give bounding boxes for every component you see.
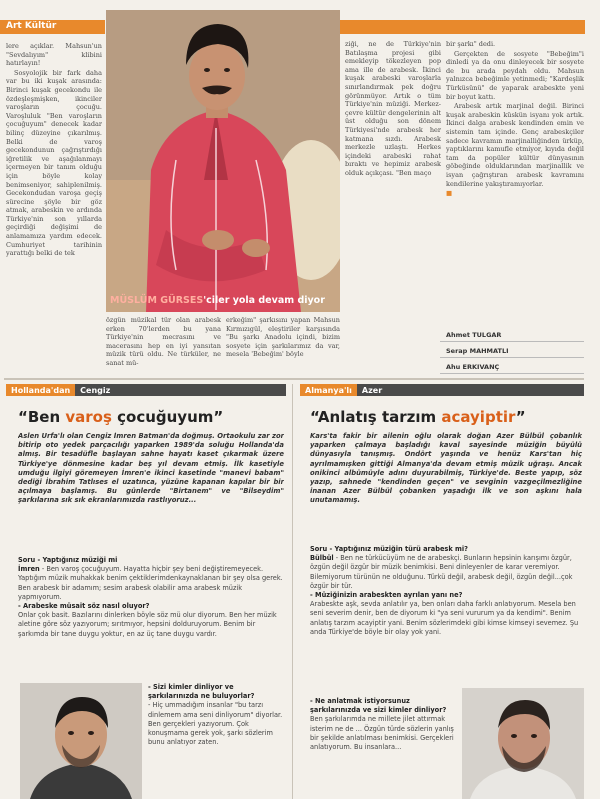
title-part: çocuğuyum”	[111, 408, 224, 426]
question: Soru - Yaptığınız müziği mi	[18, 556, 118, 564]
answer	[18, 565, 284, 602]
right-article-title	[310, 408, 584, 426]
azer-portrait	[462, 688, 584, 799]
top-mid-column	[345, 40, 441, 312]
left-section-header	[6, 384, 286, 396]
vertical-divider	[292, 384, 293, 799]
title-accent: varoş	[65, 408, 112, 426]
left-article-qa-continued	[148, 683, 286, 799]
question: - Müziğinizin arabeskten ayrılan yanı ne?	[310, 591, 463, 600]
paragraph: erkeğim" şarkısını yapan Mahsun Kırmızıgül, eleştiriler karşısında "Bu şarkı Anadolu içindi, bizim sosyete için şarkılarımız da var, mesela 'Bebeğim' böyle	[226, 316, 340, 359]
answer: Ben şarkılarımda ne millete jilet attırmak isterim ne de ... Özgün türde sözlerin yanlış bir şekilde anlatılması benimkisi. Gerçekleri anlatıyorum. Bu insanlara...	[310, 715, 454, 752]
paragraph: Sosyolojik bir fark daha var bu iki kuşak arasında: Birinci kuşak gecekondu ile özdeşleşmişken, ikinciler varoşların çocuğu. Varoşluluk "Ben varoşların çocuğuyum" denecek kadar bilinç düzeyine çıkarılmış. Belki de varoş gecekondunun çağrıştırdığı iğretilik ve aşağılanmayı içermeyen bir tanım olduğu için böyle kolay benimseniyor, sahiplenilmiş. Gecekondudan varoşa geçiş sürecine şöyle bir göz atmak, arabeskin ve ardında Türkiye'nin son yıllarda geçirdiği değişimi de anlamamıza yardım edecek. Cumhuriyet tarihinin yarattığı belki de tek	[6, 68, 102, 258]
question: - Arabeske müsait söz nasıl oluyor?	[18, 602, 150, 611]
photo-caption	[110, 295, 340, 306]
right-article-qa	[310, 545, 582, 695]
paragraph: özgün müzikal tür olan arabesk erken 70'lerden bu yana Türkiye'nin mecrasını ve macerasını hep en iyi yansıtan müzik türü oldu. Ne türküler, ne sanat mü-	[106, 316, 221, 367]
author-name: Ahmet TULGAR	[440, 330, 584, 342]
speaker-name: Bülbül	[310, 554, 334, 563]
top-right-column	[446, 40, 584, 320]
section-name: Cengiz	[75, 384, 286, 396]
below-photo-column-1	[106, 316, 221, 374]
right-article-lead: Kars'ta fakir bir ailenin oğlu olarak doğan Azer Bülbül çobanlık yaparken çalmaya başladığı kaval sayesinde müziğin büyülü dünyasıyla tanışmış. Ondört yaşında ve henüz Kars'tan hiç ayrılmamışken gittiği Almanya'da devam etmiş müzik uğraşı. Ancak onikinci albümüyle adını duyurabilmiş, Türkiye'de. Beste yapıp, söz yazıp, sahnede "kendinden geçen" ve sevginin vazgeçilmezliğine inanan Azer Bülbül çobanken yaşadığı ilk ve son aşkını hala unutamamış.	[310, 432, 582, 505]
title-part: “Anlatış tarzım	[310, 408, 442, 426]
answer: Arabeskte aşk, sevda anlatılır ya, ben onları daha farklı anlatıyorum. Mesela ben seni severim denir, ben de diyorum ki "ya seni vururum ya da kendimi". Benim anlatış tarzım acayiptir yani. Benim sözlerimdeki gibi kimse kimseyi sevemez. Şu anda Türkiye'de böyle bir olay yok yani.	[310, 600, 579, 636]
left-article-title	[18, 408, 286, 426]
right-article-qa-continued	[310, 697, 458, 799]
section-name: Azer	[357, 384, 584, 396]
paragraph: bir şarkı" dedi.	[446, 40, 496, 48]
question: - Sizi kimler dinliyor ve şarkılarınızda ne buluyorlar?	[148, 683, 255, 701]
answer	[310, 554, 582, 591]
paragraph: Gerçekten de sosyete "Bebeğim"i dinledi ya da onu dinleyecek bir sosyete de bu arada peydah oldu. Mahsun yalnızca bebeğimle yetinmedi; "Kardeşlik Türküsünü" de yaparak arabeskte yeni bir boyut kattı.	[446, 49, 584, 101]
author-list	[440, 330, 584, 374]
caption-rest: 'ciler yola devam diyor	[203, 295, 325, 306]
title-accent: acayiptir	[441, 408, 516, 426]
paragraph: ziği, ne de Türkiye'nin Batılaşma projesi gibi emekleyip tökezleyen pop ama ille de arabesk. İkinci kuşak arabeski varoşlarla sınırlandırmak pek doğru görünmüyor. Artık o tüm Türkiye'nin müziği. Merkez-çevre kültür dengelerinin alt üst olduğu son dönem Türkiyesi'nde arabesk her katmana sızdı. Arabesk merkezle uzlaştı. Herkes içindeki arabeski rahat bıraktı ve hepimiz arabesk olduk açıkçası. "Ben maço	[345, 40, 441, 177]
section-label: Almanya'lı	[300, 384, 357, 396]
azer-illustration	[462, 688, 584, 799]
cengiz-portrait	[20, 683, 142, 799]
horizontal-divider	[4, 378, 584, 380]
end-mark: ■	[446, 189, 453, 198]
below-photo-column-2	[226, 316, 340, 374]
question: Soru - Yaptığınız müziğin türü arabesk mi?	[310, 545, 468, 553]
left-article-lead: Aslen Urfa'lı olan Cengiz İmren Batman'da doğmuş. Ortaokulu zar zor bitirip oto yedek parçacılığı yaparken 1989'da soluğu Hollanda'da almış. Bir tesadüfle başlayan sahne hayatı kaset çıkarmak üzere Türkiye'ye dönmesine kadar beş yıl devam etmiş. İlk kasetiyle umduğu ilgiyi göremeyen İmren'e ikinci kasetinde "manevi babam" dediği İbrahim Tatlıses el uzatınca, yüzüne kapanan kapılar bir bir açılmaya başlamış. Bu günlerde "Birtanem" ve "Bilseydim" şarkılarına sık sık ekranlarımızda rastlıyoruz...	[18, 432, 284, 505]
cengiz-illustration	[20, 683, 142, 799]
question: - Ne anlatmak istiyorsunuz şarkılarınızda ve sizi kimler dinliyor?	[310, 697, 447, 715]
header-rule	[340, 20, 585, 34]
answer: Onlar çok basit. Bazılarını dinlerken böyle söz mü olur diyorum. Ben her müzik aletine göre söz yazıyorum; sırıtmıyor, hepsini dolduruyorum. Benim bir şarkımda bir tane duygu yoktur, en az üç tane duygu vardır.	[18, 611, 277, 638]
muslum-gurses-illustration	[106, 10, 340, 312]
answer-text: - Ben ne türkücüyüm ne de arabeskçi. Bunların hepsinin karışımı özgür, özgün değil özgür bir müzik benimkisi. Beni dinleyenler de karar veremiyor. Bilemiyorum türünün ne olduğunu. Türkü değil, arabesk değil, özgün değil...çok özgür bir tür.	[310, 554, 573, 590]
right-section-header	[300, 384, 584, 396]
title-part: “Ben	[18, 408, 66, 426]
paragraph: Arabesk artık marjinal değil. Birinci kuşak arabeskin küskün isyanı yok artık. İkinci dalga arabesk kendinden emin ve sistemin tam içinde. Genç arabeskçiler sadece kavramın marjinalliğinden ürküp, yaptıklarını kamufle etmiyor, kıyıda değil tam da popüler kültür dünyasının göbeğinde olduklarından marjinallik ve isyan çağrıştıran arabesk kavramını kendilerine yakıştıramıyorlar.	[446, 102, 584, 188]
paragraph: lere açıklar. Mahsun'un "Sevdalıyım" klibini hatırlayın!	[6, 42, 102, 68]
answer-text: - Ben varoş çocuğuyum. Hayatta hiçbir şey beni değiştiremeyecek. Yaptığım müzik muhakkak benim çektiklerimdenkaynaklanan bir şey olsa gerek. Ben arabesk bir adamım; sesim arabesk olabilir ama arabesk müzik yapmıyorum.	[18, 565, 283, 601]
author-name: Ahu ERKIVANÇ	[440, 362, 584, 374]
section-tab: Art Kültür	[0, 20, 105, 34]
section-label: Hollanda'dan	[6, 384, 75, 396]
left-article-qa	[18, 556, 284, 680]
main-photo	[106, 10, 340, 312]
top-left-column	[6, 42, 102, 374]
author-name: Serap MAHMATLI	[440, 346, 584, 358]
speaker-name: İmren	[18, 565, 40, 574]
caption-name: MÜSLÜM GÜRSES	[110, 295, 204, 306]
answer: - Hiç ummadığım insanlar "bu tarzı dinlemem ama seni dinliyorum" diyorlar. Ben gerçekleri yazıyorum. Çok konuşmama gerek yok, şarkı sözlerim bunu anlatıyor zaten.	[148, 701, 283, 747]
title-part: ”	[515, 408, 526, 426]
